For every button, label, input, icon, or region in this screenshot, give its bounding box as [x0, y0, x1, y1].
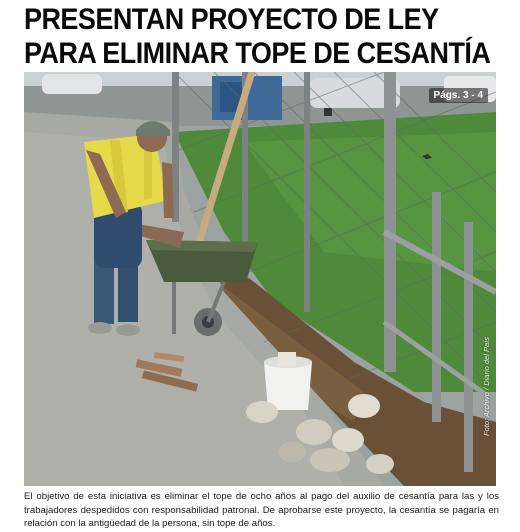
photo-credit: Foto: Archivo / Diario del País	[482, 337, 491, 436]
construction-worker-photo	[24, 72, 496, 486]
headline-line-1: PRESENTAN PROYECTO DE LEY	[24, 3, 439, 36]
headline-line-2: PARA ELIMINAR TOPE DE CESANTÍA	[24, 37, 491, 70]
page-reference-badge: Págs. 3 - 4	[429, 88, 488, 103]
news-photo	[24, 72, 496, 486]
photo-caption: El objetivo de esta iniciativa es eliminar el tope de ocho años al pago del auxilio de cesantía para las y los trabajadores despedidos con responsabilidad patronal. De aprobarse este proyecto, la cesantía se pagaría en relación con la antigüedad de la persona, sin tope de años.	[24, 491, 499, 529]
headline	[24, 3, 491, 71]
